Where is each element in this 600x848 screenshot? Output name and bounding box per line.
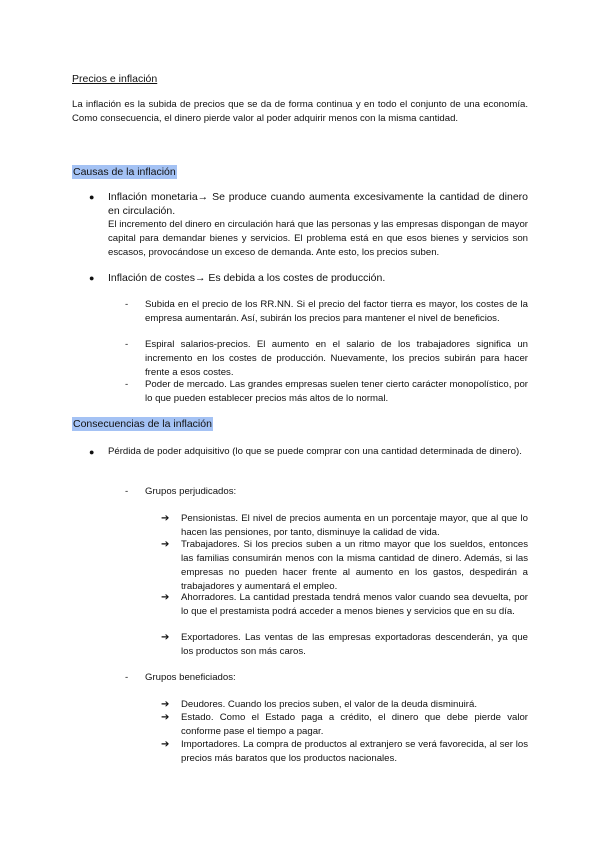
list-item-monetary-inflation bbox=[89, 190, 528, 260]
group-label: Grupos perjudicados: bbox=[145, 486, 237, 497]
arrow-icon: ➔ bbox=[161, 539, 170, 550]
sub-item-text: Poder de mercado. Las grandes empresas suelen tener cierto carácter monopolístico, por lo que pueden establecer precios más altos de lo normal. bbox=[145, 379, 528, 404]
sub-item-text: Espiral salarios-precios. El aumento en el salario de los trabajadores significa un incremento en los costes de producción. Nuevamente, los precios subirán para hacer frente a esos costes. bbox=[145, 339, 528, 378]
harmed-item-text: Trabajadores. Si los precios suben a un ritmo mayor que los sueldos, entonces las familias consumirán menos con la misma cantidad de dinero. Además, si las empresas no pueden hacer frente al aumento en los gastos, despedirán a trabajadores y aumentará el empleo. bbox=[181, 539, 528, 592]
list-item-lead: Inflación de costes→ Es debida a los costes de producción. bbox=[108, 272, 386, 284]
page-title: Precios e inflación bbox=[72, 73, 158, 85]
sub-item-wage-spiral bbox=[125, 338, 528, 380]
bullet-marker: ● bbox=[89, 447, 95, 457]
harmed-item-text: Exportadores. Las ventas de las empresas exportadoras descenderán, ya que los productos son más caros. bbox=[181, 632, 528, 657]
arrow-icon: ➔ bbox=[161, 712, 170, 723]
arrow-icon: ➔ bbox=[161, 592, 170, 603]
arrow-icon: ➔ bbox=[161, 699, 170, 710]
dash-marker: - bbox=[125, 379, 129, 390]
dash-marker: - bbox=[125, 672, 129, 683]
sub-item-natural-resources bbox=[125, 298, 528, 326]
group-label: Grupos beneficiados: bbox=[145, 672, 236, 683]
benefited-item-state bbox=[161, 711, 528, 739]
list-item-lead: Inflación monetaria→ Se produce cuando aumenta excesivamente la cantidad de dinero en circulación. bbox=[108, 191, 528, 217]
harmed-item-savers bbox=[161, 591, 528, 619]
section-heading-consequences: Consecuencias de la inflación bbox=[73, 418, 212, 430]
list-item-body: El incremento del dinero en circulación hará que las personas y las empresas dispongan de mayor capital para demandar bienes y servicios. El problema está en que esos bienes y servicios son escasos, provocándose un exceso de demanda. Ante esto, los precios suben. bbox=[108, 219, 528, 258]
group-benefited-label bbox=[125, 671, 236, 685]
benefited-item-text: Deudores. Cuando los precios suben, el valor de la deuda disminuirá. bbox=[181, 699, 477, 710]
harmed-item-pensioners bbox=[161, 512, 528, 540]
section-heading-causes: Causas de la inflación bbox=[73, 166, 176, 178]
arrow-icon: ➔ bbox=[161, 513, 170, 524]
benefited-item-importers bbox=[161, 738, 528, 766]
dash-marker: - bbox=[125, 339, 129, 350]
benefited-item-text: Importadores. La compra de productos al extranjero se verá favorecida, al ser los precios más baratos que los productos nacionales. bbox=[181, 739, 528, 764]
arrow-icon: ➔ bbox=[161, 739, 170, 750]
bullet-marker: ● bbox=[89, 192, 95, 202]
benefited-item-debtors bbox=[161, 698, 528, 712]
list-item-text: Pérdida de poder adquisitivo (lo que se puede comprar con una cantidad determinada de dinero). bbox=[108, 446, 522, 457]
list-item-purchasing-power bbox=[89, 445, 528, 459]
harmed-item-workers bbox=[161, 538, 528, 594]
arrow-icon: ➔ bbox=[161, 632, 170, 643]
sub-item-market-power bbox=[125, 378, 528, 406]
harmed-item-exporters bbox=[161, 631, 528, 659]
list-item-cost-inflation bbox=[89, 271, 528, 285]
group-harmed-label bbox=[125, 485, 237, 499]
harmed-item-text: Pensionistas. El nivel de precios aumenta en un porcentaje mayor, que al que lo hacen las pensiones, por tanto, disminuye la calidad de vida. bbox=[181, 513, 528, 538]
sub-item-text: Subida en el precio de los RR.NN. Si el precio del factor tierra es mayor, los costes de la empresa aumentarán. Así, subirán los precios para mantener el nivel de beneficios. bbox=[145, 299, 528, 324]
intro-paragraph: La inflación es la subida de precios que se da de forma continua y en todo el conjunto de una economía. Como consecuencia, el dinero pierde valor al poder adquirir menos con la misma cantidad. bbox=[72, 99, 528, 124]
benefited-item-text: Estado. Como el Estado paga a crédito, el dinero que debe pierde valor conforme pase el tiempo a pagar. bbox=[181, 712, 528, 737]
dash-marker: - bbox=[125, 299, 129, 310]
harmed-item-text: Ahorradores. La cantidad prestada tendrá menos valor cuando sea devuelta, por lo que el prestamista podrá acceder a menos bienes y servicios que en su día. bbox=[181, 592, 528, 617]
dash-marker: - bbox=[125, 486, 129, 497]
bullet-marker: ● bbox=[89, 273, 95, 283]
